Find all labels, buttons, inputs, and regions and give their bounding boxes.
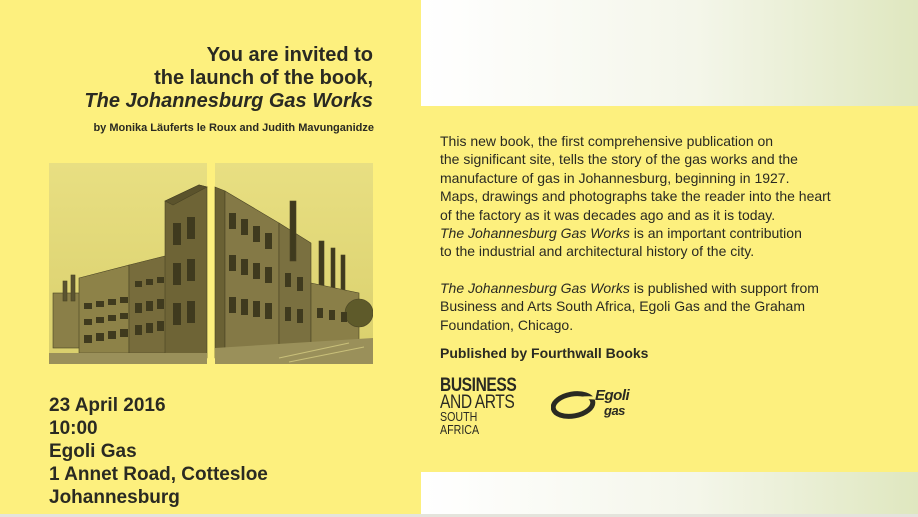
egoli-gas-logo (551, 384, 647, 424)
description-line-1: This new book, the first comprehensive publication on (440, 133, 774, 149)
event-address: 1 Annet Road, Cottesloe (49, 464, 268, 485)
event-time: 10:00 (49, 418, 98, 439)
support-line-3: Foundation, Chicago. (440, 316, 574, 333)
description-line-2: the significant site, tells the story of the gas works and the (440, 151, 798, 168)
event-details (49, 394, 268, 509)
egoli-logo-word: Egoli (595, 387, 630, 404)
egoli-swoosh-icon (551, 388, 601, 422)
gas-works-photo (49, 163, 373, 364)
business-and-arts-logo (440, 376, 536, 436)
description-book-title: The Johannesburg Gas Works (440, 225, 630, 242)
event-date: 23 April 2016 (49, 395, 166, 416)
bas-logo-line-2: AND ARTS (440, 392, 515, 413)
book-description (440, 132, 880, 334)
description-line-6 (440, 224, 880, 242)
support-line-1 (440, 279, 880, 297)
authors-line: by Monika Läuferts le Roux and Judith Mavunganidze (93, 122, 374, 134)
support-line-1-rest: is published with support from (629, 279, 819, 296)
description-line-4: Maps, drawings and photographs take the reader into the heart (440, 188, 831, 205)
support-book-title: The Johannesburg Gas Works (440, 279, 630, 296)
book-title: The Johannesburg Gas Works (84, 90, 373, 112)
description-line-6-rest: is an important contribution (629, 225, 802, 242)
description-line-7: to the industrial and architectural history of the city. (440, 243, 755, 260)
invitation-line-2: the launch of the book, (154, 67, 373, 89)
description-line-3: manufacture of gas in Johannesburg, beginning in 1927. (440, 169, 790, 186)
gas-logo-word: gas (604, 403, 625, 418)
description-line-5: of the factory as it was decades ago and as it is today. (440, 206, 776, 223)
support-line-2: Business and Arts South Africa, Egoli Gas and the Graham (440, 298, 805, 315)
bas-logo-line-3: SOUTH AFRICA (440, 409, 480, 437)
invitation-heading (84, 44, 373, 113)
event-city: Johannesburg (49, 487, 180, 508)
event-venue: Egoli Gas (49, 441, 137, 462)
publisher-line: Published by Fourthwall Books (440, 345, 649, 361)
invitation-line-1: You are invited to (206, 44, 373, 66)
bas-logo-line-1: BUSINESS (440, 375, 517, 396)
